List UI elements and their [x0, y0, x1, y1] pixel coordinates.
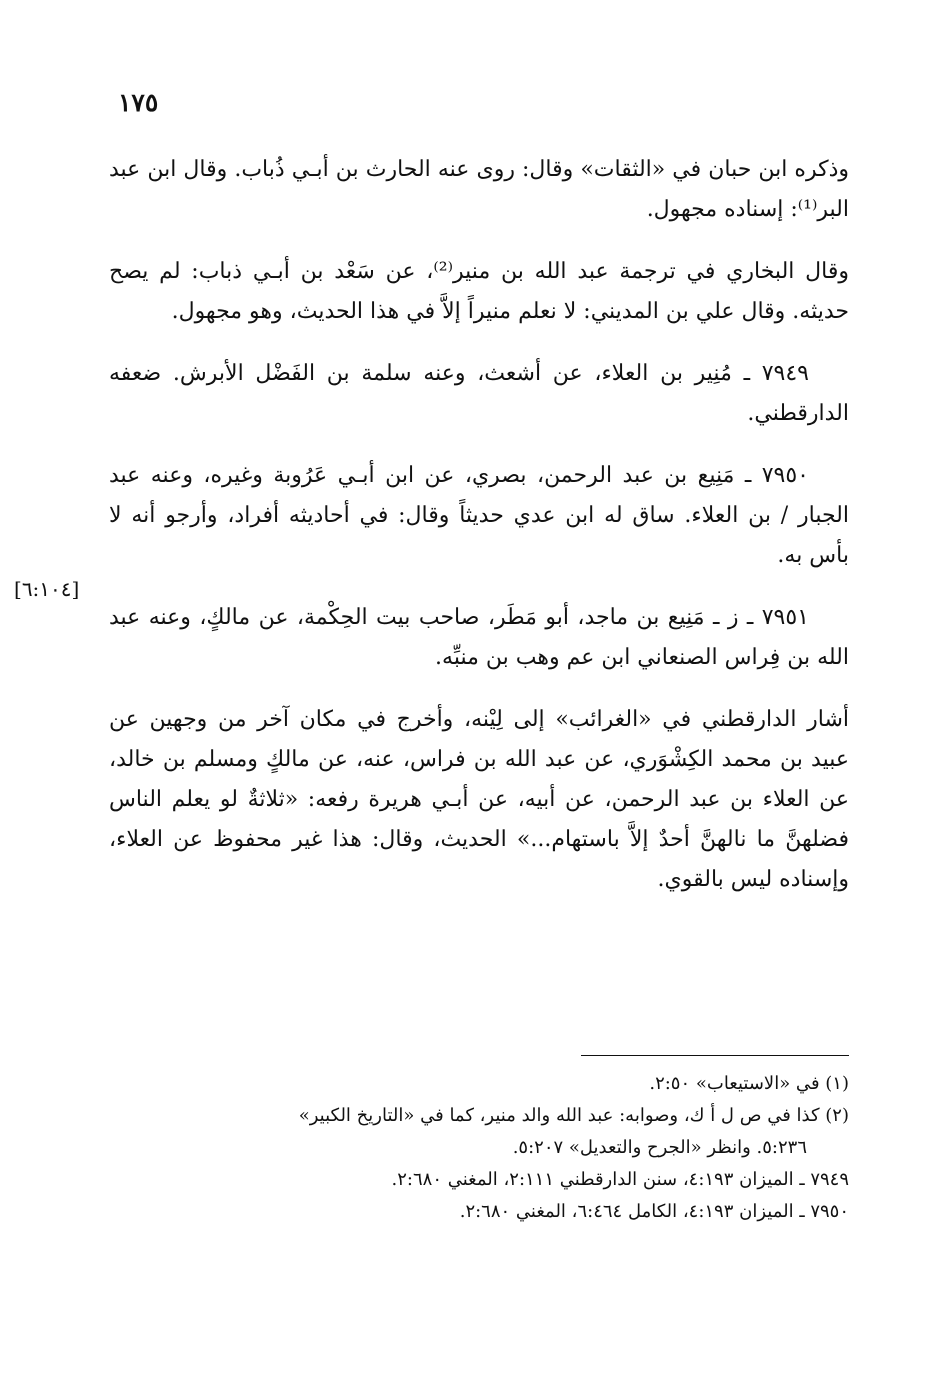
footnote-7950: ٧٩٥٠ ـ الميزان ٤:١٩٣، الكامل ٦:٤٦٤، المغني ٢:٦٨٠. — [459, 1201, 849, 1222]
paragraph-ibn-hibban: وذكره ابن حبان في «الثقات» وقال: روى عنه الحارث بن أبـي ذُباب. وقال ابن عبد البر⁽¹⁾: إسناده مجهول. — [109, 157, 849, 222]
page-number: ١٧٥ — [118, 88, 159, 117]
footnote-2: (٢) كذا في ص ل أ ك، وصوابه: عبد الله والد منير، كما في «التاريخ الكبير» — [298, 1105, 849, 1126]
footnote-divider — [581, 1055, 849, 1056]
footnote-1: (١) في «الاستيعاب» ٢:٥٠. — [649, 1073, 849, 1094]
entry-7951: ٧٩٥١ ـ ز ـ مَنِيع بن ماجد، أبو مَطَر، صاحب بيت الحِكْمة، عن مالكٍ، وعنه عبد الله بن فِراس الصنعاني ابن عم وهب بن منبِّه. — [109, 605, 849, 670]
footnotes — [109, 1068, 849, 1228]
entry-7949: ٧٩٤٩ ـ مُنِير بن العلاء، عن أشعث، وعنه سلمة بن الفَضْل الأبرش. ضعفه الدارقطني. — [109, 361, 849, 426]
footnote-7949: ٧٩٤٩ ـ الميزان ٤:١٩٣، سنن الدارقطني ٢:١١١، المغني ٢:٦٨٠. — [391, 1169, 849, 1190]
paragraph-daraqutni: أشار الدارقطني في «الغرائب» إلى لِيْنه، وأخرج في مكان آخر من وجهين عن عبيد بن محمد الكِشْوَري، عن عبد الله بن فراس، عنه، عن مالكٍ ومسلم بن خالد، عن العلاء بن عبد الرحمن، عن أبيه، عن أبـي هريرة رفعه: «ثلاثةٌ لو يعلم الناس فضلهنَّ ما نالهنَّ أحدٌ إلاَّ باستهام...» الحديث، وقال: هذا غير محفوظ عن العلاء، وإسناده ليس بالقوي. — [109, 707, 849, 892]
main-text — [109, 150, 849, 922]
footnote-2-continued: ٥:٢٣٦. وانظر «الجرح والتعديل» ٥:٢٠٧. — [512, 1137, 807, 1158]
margin-reference: [٦:١٠٤] — [14, 577, 80, 601]
paragraph-bukhari: وقال البخاري في ترجمة عبد الله بن منير⁽²⁾، عن سَعْد بن أبـي ذباب: لم يصح حديثه. وقال علي بن المديني: لا نعلم منيراً إلاَّ في هذا الحديث، وهو مجهول. — [109, 259, 849, 324]
entry-7950: ٧٩٥٠ ـ مَنِيع بن عبد الرحمن، بصري، عن ابن أبـي عَرُوبة وغيره، وعنه عبد الجبار / بن العلاء. ساق له ابن عدي حديثاً وقال: في أحاديثه أفراد، وأرجو أنه لا بأس به. — [109, 463, 849, 568]
